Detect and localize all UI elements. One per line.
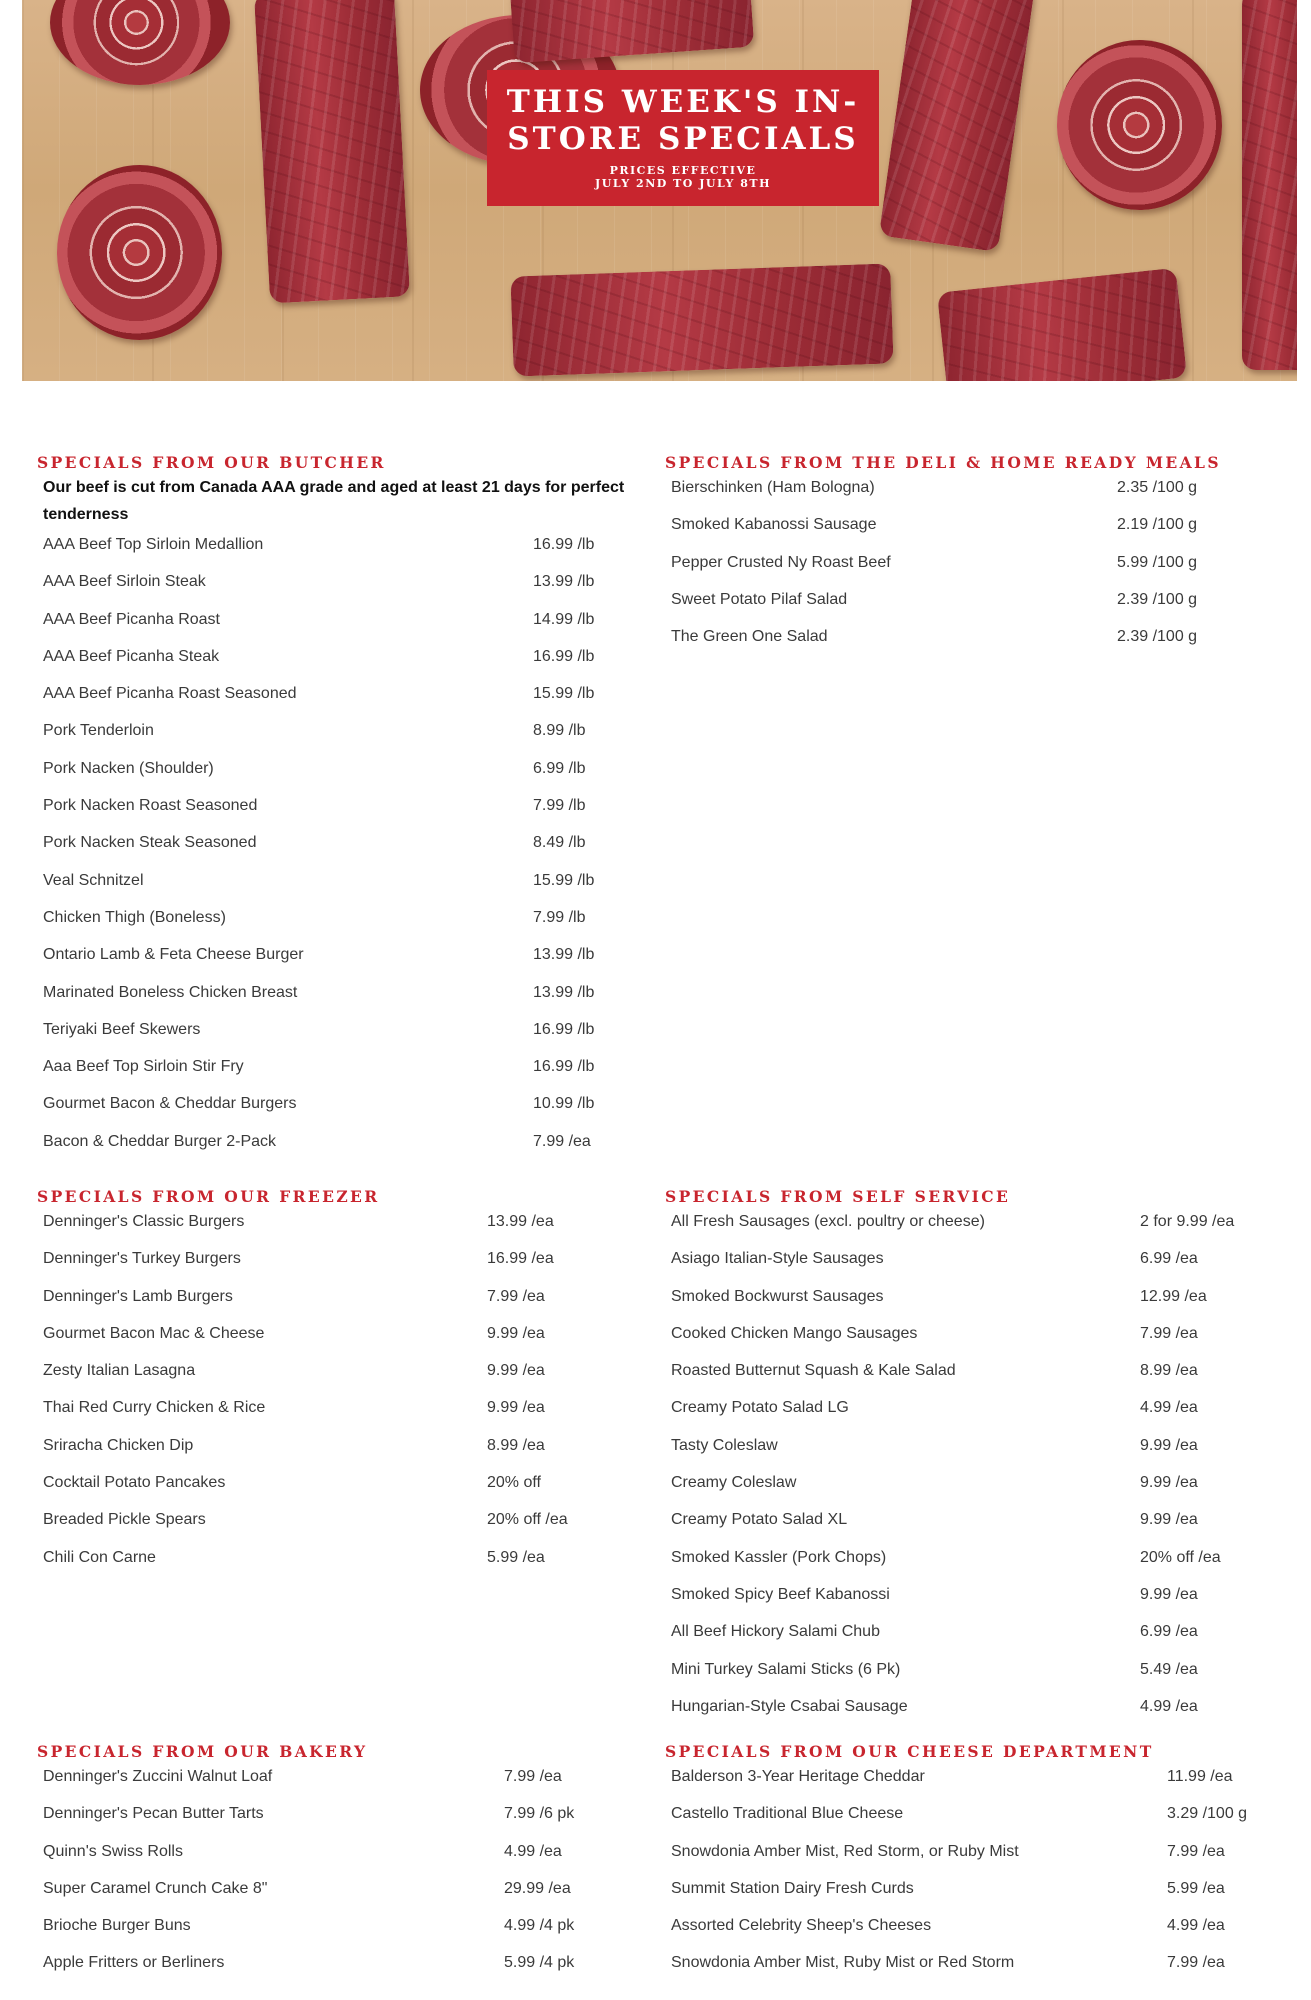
- item-price: 5.49 /ea: [1140, 1660, 1198, 1678]
- item-price: 9.99 /ea: [487, 1362, 545, 1380]
- item-name: Pork Nacken Roast Seasoned: [43, 797, 258, 815]
- beef-round-cut: [1057, 40, 1222, 210]
- item-name: Brioche Burger Buns: [43, 1917, 191, 1935]
- item-name: AAA Beef Picanha Steak: [43, 647, 220, 665]
- section-title: SPECIALS FROM SELF SERVICE: [665, 1187, 1011, 1206]
- list-item: [37, 1090, 637, 1127]
- item-name: Apple Fritters or Berliners: [43, 1954, 225, 1972]
- cheese-section: [665, 1741, 1285, 1987]
- item-price: 7.99 /ea: [1167, 1842, 1225, 1860]
- list-item: [37, 1208, 637, 1245]
- item-name: Snowdonia Amber Mist, Ruby Mist or Red Storm: [671, 1954, 1015, 1972]
- item-name: Pork Nacken (Shoulder): [43, 759, 214, 777]
- list-item: [665, 1656, 1285, 1693]
- list-item: [37, 606, 637, 643]
- item-name: Balderson 3-Year Heritage Cheddar: [671, 1768, 925, 1785]
- list-item: [37, 1053, 637, 1090]
- item-name: All Beef Hickory Salami Chub: [671, 1623, 880, 1641]
- item-name: Quinn's Swiss Rolls: [43, 1842, 183, 1860]
- hero-banner-image: [22, 0, 1297, 381]
- item-name: Breaded Pickle Spears: [43, 1511, 206, 1529]
- bakery-section: [37, 1741, 637, 1987]
- item-price: 20% off /ea: [487, 1511, 568, 1529]
- item-name: Ontario Lamb & Feta Cheese Burger: [43, 946, 304, 964]
- item-name: Sriracha Chicken Dip: [43, 1436, 194, 1454]
- item-name: Denninger's Lamb Burgers: [43, 1287, 233, 1305]
- list-item: [37, 1357, 637, 1394]
- item-name: Smoked Bockwurst Sausages: [671, 1287, 884, 1305]
- banner-subtitle-line2: JULY 2ND TO JULY 8TH: [595, 177, 771, 190]
- item-price: 29.99 /ea: [504, 1879, 571, 1897]
- bakery-list: [37, 1763, 637, 1987]
- item-name: AAA Beef Picanha Roast: [43, 610, 220, 628]
- item-name: All Fresh Sausages (excl. poultry or cheese): [671, 1213, 985, 1230]
- item-name: AAA Beef Picanha Roast Seasoned: [43, 685, 297, 703]
- beef-round-cut: [50, 0, 230, 85]
- list-item: [665, 1949, 1285, 1986]
- list-item: [37, 1432, 637, 1469]
- beef-slab: [510, 0, 755, 63]
- item-price: 9.99 /ea: [487, 1399, 545, 1417]
- item-name: Bacon & Cheddar Burger 2-Pack: [43, 1132, 277, 1150]
- list-item: [37, 1469, 637, 1506]
- item-name: Bierschinken (Ham Bologna): [671, 479, 875, 496]
- item-name: Creamy Coleslaw: [671, 1474, 797, 1492]
- specials-banner: [487, 70, 879, 206]
- item-price: 8.99 /ea: [1140, 1362, 1198, 1380]
- banner-subtitle-line1: PRICES EFFECTIVE: [609, 164, 757, 177]
- item-price: 16.99 /lb: [533, 1058, 595, 1076]
- item-price: 8.49 /lb: [533, 834, 586, 852]
- item-price: 7.99 /lb: [533, 908, 586, 926]
- item-price: 16.99 /lb: [533, 1020, 595, 1038]
- cheese-list: [665, 1763, 1285, 1987]
- item-price: 9.99 /ea: [1140, 1511, 1198, 1529]
- item-price: 4.99 /ea: [1140, 1399, 1198, 1417]
- item-price: 15.99 /lb: [533, 871, 595, 889]
- item-price: 7.99 /ea: [487, 1287, 545, 1305]
- list-item: [665, 586, 1265, 623]
- item-price: 7.99 /ea: [1167, 1954, 1225, 1972]
- item-name: AAA Beef Sirloin Steak: [43, 573, 206, 591]
- list-item: [37, 1912, 637, 1949]
- list-item: [37, 1283, 637, 1320]
- item-price: 9.99 /ea: [1140, 1436, 1198, 1454]
- banner-title: THIS WEEK'S IN-STORE SPECIALS: [506, 84, 860, 157]
- item-price: 5.99 /ea: [1167, 1879, 1225, 1897]
- item-name: Tasty Coleslaw: [671, 1436, 778, 1454]
- item-name: Creamy Potato Salad LG: [671, 1399, 849, 1417]
- list-item: [37, 1320, 637, 1357]
- list-item: [37, 1245, 637, 1282]
- item-price: 13.99 /lb: [533, 946, 595, 964]
- deli-list: [665, 474, 1265, 660]
- list-item: [665, 474, 1265, 511]
- item-price: 16.99 /lb: [533, 536, 595, 553]
- list-item: [665, 1357, 1285, 1394]
- item-name: Cooked Chicken Mango Sausages: [671, 1324, 918, 1342]
- item-price: 15.99 /lb: [533, 685, 595, 703]
- beef-slab: [879, 0, 1035, 252]
- item-price: 2.35 /100 g: [1117, 479, 1198, 496]
- self-service-list: [665, 1208, 1285, 1730]
- item-name: Veal Schnitzel: [43, 871, 144, 889]
- item-name: Gourmet Bacon & Cheddar Burgers: [43, 1095, 297, 1113]
- item-price: 4.99 /4 pk: [504, 1917, 575, 1935]
- list-item: [37, 829, 637, 866]
- item-name: Aaa Beef Top Sirloin Stir Fry: [43, 1058, 244, 1076]
- item-price: 13.99 /lb: [533, 983, 595, 1001]
- butcher-section: [37, 452, 637, 1165]
- list-item: [665, 1208, 1285, 1245]
- item-price: 9.99 /ea: [487, 1324, 545, 1342]
- item-price: 6.99 /ea: [1140, 1623, 1198, 1641]
- item-name: Roasted Butternut Squash & Kale Salad: [671, 1362, 956, 1380]
- list-item: [665, 1763, 1285, 1800]
- list-item: [37, 1016, 637, 1053]
- item-price: 13.99 /lb: [533, 573, 595, 591]
- list-item: [665, 1544, 1285, 1581]
- item-name: The Green One Salad: [671, 628, 828, 646]
- item-price: 2.19 /100 g: [1117, 516, 1198, 534]
- item-price: 8.99 /lb: [533, 722, 586, 740]
- list-item: [37, 1838, 637, 1875]
- item-name: Sweet Potato Pilaf Salad: [671, 590, 848, 608]
- butcher-note: Our beef is cut from Canada AAA grade and aged at least 21 days for perfect tenderness: [43, 479, 625, 523]
- item-price: 4.99 /ea: [1140, 1697, 1198, 1715]
- item-price: 7.99 /lb: [533, 797, 586, 815]
- section-title: SPECIALS FROM OUR FREEZER: [37, 1187, 380, 1206]
- list-item: [665, 1469, 1285, 1506]
- list-item: [37, 792, 637, 829]
- list-item: [665, 1693, 1285, 1730]
- item-price: 4.99 /ea: [1167, 1917, 1225, 1935]
- list-item: [37, 680, 637, 717]
- item-name: Denninger's Pecan Butter Tarts: [43, 1805, 264, 1823]
- list-item: [665, 1432, 1285, 1469]
- section-title: SPECIALS FROM THE DELI & HOME READY MEALS: [665, 453, 1221, 472]
- item-name: Chicken Thigh (Boneless): [43, 908, 226, 926]
- beef-slab: [510, 263, 893, 376]
- freezer-list: [37, 1208, 637, 1581]
- item-price: 7.99 /ea: [533, 1132, 591, 1150]
- item-price: 7.99 /ea: [504, 1768, 562, 1785]
- item-price: 20% off: [487, 1474, 541, 1492]
- item-name: Smoked Kassler (Pork Chops): [671, 1548, 887, 1566]
- item-name: Mini Turkey Salami Sticks (6 Pk): [671, 1660, 901, 1678]
- item-price: 3.29 /100 g: [1167, 1805, 1248, 1823]
- list-item: [665, 1838, 1285, 1875]
- item-name: Snowdonia Amber Mist, Red Storm, or Ruby Mist: [671, 1842, 1019, 1860]
- item-price: 5.99 /ea: [487, 1548, 545, 1566]
- item-name: Marinated Boneless Chicken Breast: [43, 983, 298, 1001]
- list-item: [665, 1581, 1285, 1618]
- item-price: 6.99 /lb: [533, 759, 586, 777]
- list-item: [665, 1245, 1285, 1282]
- list-item: [37, 1506, 637, 1543]
- list-item: [37, 1763, 637, 1800]
- item-name: Super Caramel Crunch Cake 8": [43, 1879, 268, 1897]
- item-name: Summit Station Dairy Fresh Curds: [671, 1879, 914, 1897]
- list-item: [37, 1128, 637, 1165]
- list-item: [665, 1283, 1285, 1320]
- item-price: 2 for 9.99 /ea: [1140, 1213, 1235, 1230]
- item-price: 2.39 /100 g: [1117, 590, 1198, 608]
- item-price: 2.39 /100 g: [1117, 628, 1198, 646]
- list-item: [665, 1394, 1285, 1431]
- item-name: Gourmet Bacon Mac & Cheese: [43, 1324, 265, 1342]
- item-name: Denninger's Turkey Burgers: [43, 1250, 241, 1268]
- item-name: Hungarian-Style Csabai Sausage: [671, 1697, 908, 1715]
- list-item: [37, 1875, 637, 1912]
- beef-round-cut: [57, 165, 222, 340]
- item-name: Denninger's Zuccini Walnut Loaf: [43, 1768, 273, 1785]
- item-name: AAA Beef Top Sirloin Medallion: [43, 536, 264, 553]
- item-price: 20% off /ea: [1140, 1548, 1221, 1566]
- list-item: [665, 1875, 1285, 1912]
- item-price: 4.99 /ea: [504, 1842, 562, 1860]
- item-price: 6.99 /ea: [1140, 1250, 1198, 1268]
- item-name: Chili Con Carne: [43, 1548, 156, 1566]
- item-price: 11.99 /ea: [1167, 1768, 1233, 1785]
- list-item: [37, 531, 637, 568]
- deli-section: [665, 452, 1265, 660]
- list-item: [37, 755, 637, 792]
- item-price: 12.99 /ea: [1140, 1287, 1207, 1305]
- beef-slab: [937, 268, 1187, 381]
- item-price: 5.99 /100 g: [1117, 553, 1198, 571]
- item-name: Cocktail Potato Pancakes: [43, 1474, 226, 1492]
- item-name: Denninger's Classic Burgers: [43, 1213, 245, 1230]
- item-price: 7.99 /ea: [1140, 1324, 1198, 1342]
- item-name: Zesty Italian Lasagna: [43, 1362, 196, 1380]
- item-price: 14.99 /lb: [533, 610, 595, 628]
- list-item: [665, 511, 1265, 548]
- item-name: Pork Tenderloin: [43, 722, 154, 740]
- list-item: [37, 1800, 637, 1837]
- item-name: Smoked Spicy Beef Kabanossi: [671, 1585, 890, 1603]
- item-name: Assorted Celebrity Sheep's Cheeses: [671, 1917, 932, 1935]
- item-price: 9.99 /ea: [1140, 1474, 1198, 1492]
- item-price: 13.99 /ea: [487, 1213, 554, 1230]
- item-name: Creamy Potato Salad XL: [671, 1511, 848, 1529]
- item-name: Teriyaki Beef Skewers: [43, 1020, 201, 1038]
- list-item: [665, 1320, 1285, 1357]
- item-price: 5.99 /4 pk: [504, 1954, 575, 1972]
- butcher-list: [37, 531, 637, 1165]
- list-item: [37, 867, 637, 904]
- list-item: [37, 717, 637, 754]
- item-price: 16.99 /lb: [533, 647, 595, 665]
- self-service-section: [665, 1186, 1285, 1730]
- list-item: [665, 1912, 1285, 1949]
- list-item: [665, 1618, 1285, 1655]
- item-name: Castello Traditional Blue Cheese: [671, 1805, 904, 1823]
- list-item: [37, 568, 637, 605]
- list-item: [37, 904, 637, 941]
- item-price: 9.99 /ea: [1140, 1585, 1198, 1603]
- beef-slab: [254, 0, 410, 303]
- list-item: [665, 623, 1265, 660]
- section-title: SPECIALS FROM OUR BAKERY: [37, 1742, 368, 1761]
- list-item: [37, 1544, 637, 1581]
- item-name: Asiago Italian-Style Sausages: [671, 1250, 884, 1268]
- list-item: [665, 1506, 1285, 1543]
- list-item: [37, 1394, 637, 1431]
- freezer-section: [37, 1186, 637, 1581]
- item-price: 7.99 /6 pk: [504, 1805, 575, 1823]
- item-name: Smoked Kabanossi Sausage: [671, 516, 877, 534]
- section-title: SPECIALS FROM OUR BUTCHER: [37, 453, 386, 472]
- item-price: 10.99 /lb: [533, 1095, 595, 1113]
- list-item: [37, 979, 637, 1016]
- item-name: Pork Nacken Steak Seasoned: [43, 834, 257, 852]
- item-name: Thai Red Curry Chicken & Rice: [43, 1399, 266, 1417]
- item-price: 8.99 /ea: [487, 1436, 545, 1454]
- list-item: [37, 941, 637, 978]
- section-title: SPECIALS FROM OUR CHEESE DEPARTMENT: [665, 1742, 1154, 1761]
- item-price: 16.99 /ea: [487, 1250, 554, 1268]
- list-item: [665, 549, 1265, 586]
- list-item: [665, 1800, 1285, 1837]
- list-item: [37, 1949, 637, 1986]
- list-item: [37, 643, 637, 680]
- beef-slab: [1242, 0, 1297, 370]
- item-name: Pepper Crusted Ny Roast Beef: [671, 553, 891, 571]
